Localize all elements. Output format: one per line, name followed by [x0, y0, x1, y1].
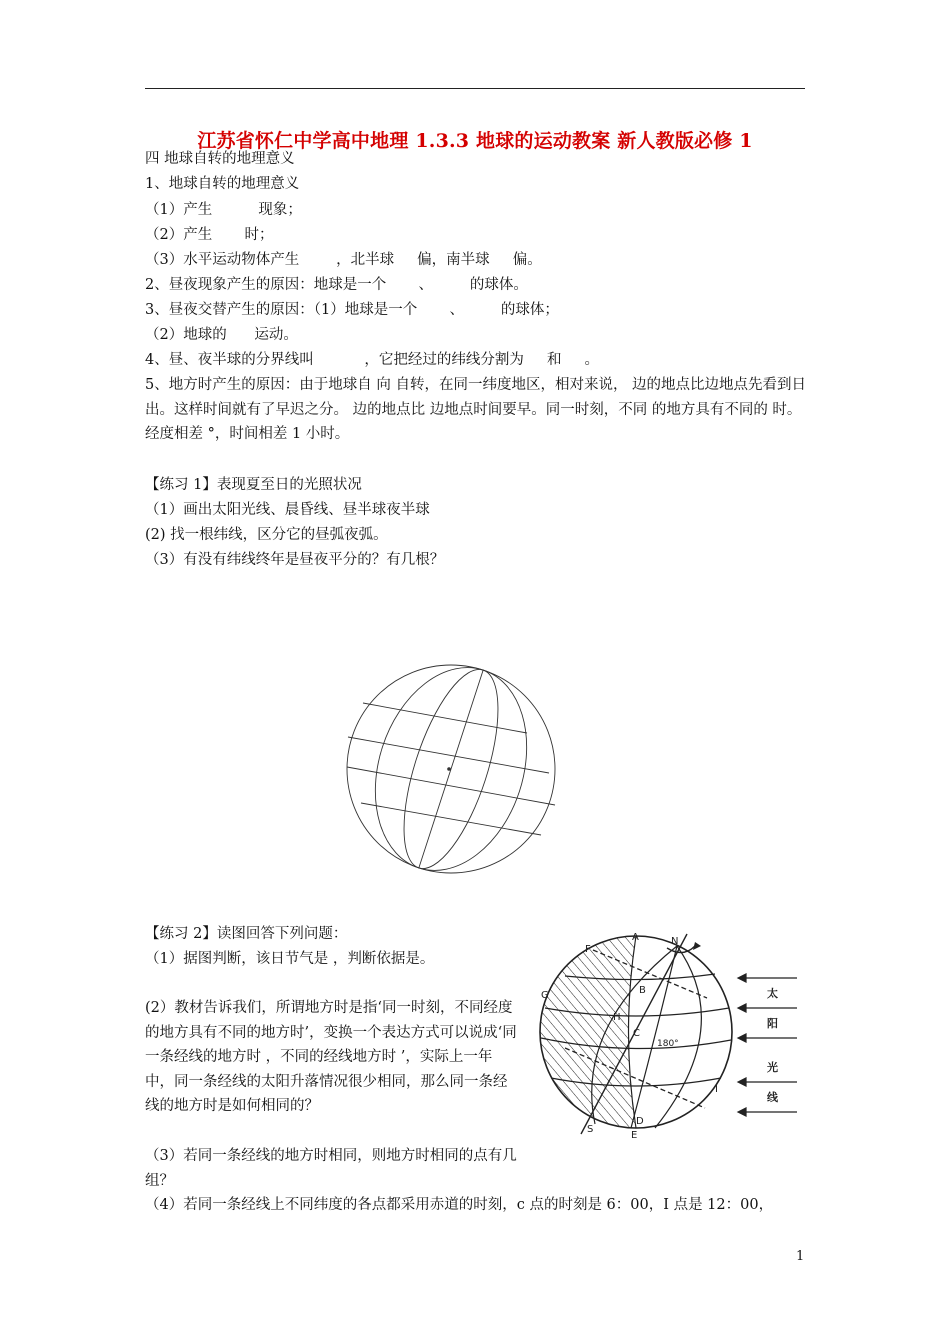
label-B: B [639, 985, 646, 996]
label-S: S [587, 1124, 594, 1135]
label-H: H [613, 1012, 621, 1023]
label-sun-4: 线 [767, 1091, 778, 1104]
text-line: （2）地球的 运动。 [145, 327, 298, 343]
label-A: A [632, 932, 639, 943]
exercise2-q2: (2）教材告诉我们，所谓地方时是指‘同一时刻，不同经度的地方具有不同的地方时’，变换一个表达方式可以说成‘同一条经线的地方时 ，不同的经线地方时 ’，实际上一年中，同一条经线的太阳升落情况很少相同，那么同一条经线的地方时是如何相同的？ [145, 1000, 517, 1114]
exercise2-title: 【练习 2】读图回答下列问题： [145, 926, 348, 942]
exercise1-item: （3）有没有纬线终年是昼夜平分的？有几根？ [145, 552, 445, 568]
exercise2-q1: （1）据图判断，该日节气是 ，判断依据是。 [145, 951, 435, 967]
label-C: C [633, 1028, 640, 1039]
label-I: I [715, 1084, 718, 1095]
document-title: 江苏省怀仁中学高中地理 1.3.3 地球的运动教案 新人教版必修 1 [197, 130, 753, 152]
label-N: N [671, 936, 679, 947]
paragraph-local-time: 5、地方时产生的原因：由于地球自 向 自转，在同一纬度地区，相对来说， 边的地点比边地点先看到日出。这样时间就有了早迟之分。 边的地点比 边地点时间要早。同一时刻，不同 的地方具有不同的 时。经度相差 °，时间相差 1 小时。 [145, 377, 807, 442]
text-line: 四 地球自转的地理意义 [145, 151, 295, 167]
label-F: F [585, 944, 591, 955]
exercise2-q3: （3）若同一条经线的地方时相同，则地方时相同的点有几组？ [145, 1148, 517, 1189]
text-line: 2、昼夜现象产生的原因：地球是一个 、 的球体。 [145, 277, 528, 293]
text-line: 1、地球自转的地理意义 [145, 176, 300, 192]
exercise1-item: (2) 找一根纬线，区分它的昼弧夜弧。 [145, 527, 388, 543]
label-180: 180° [657, 1039, 679, 1049]
text-line: （3）水平运动物体产生 ，北半球 偏，南半球 偏。 [145, 252, 542, 268]
page-number: 1 [796, 1249, 805, 1264]
label-E: E [631, 1130, 638, 1141]
exercise1-title: 【练习 1】表现夏至日的光照状况 [145, 477, 362, 493]
label-sun-3: 光 [767, 1061, 778, 1074]
exercise1-item: （1）画出太阳光线、晨昏线、昼半球夜半球 [145, 502, 430, 518]
globe-figure-2 [535, 928, 810, 1146]
text-line: （1）产生 现象； [145, 202, 302, 218]
text-line: 4、昼、夜半球的分界线叫 ，它把经过的纬线分割为 和 。 [145, 352, 600, 368]
header-rule [145, 88, 805, 89]
text-line: （2）产生 时； [145, 227, 274, 243]
label-G: G [541, 990, 549, 1001]
label-sun-1: 太 [767, 987, 778, 1000]
label-D: D [636, 1116, 644, 1127]
globe-figure-1 [335, 655, 567, 887]
text-line: 3、昼夜交替产生的原因：（1）地球是一个 、 的球体； [145, 302, 559, 318]
label-sun-2: 阳 [767, 1017, 778, 1030]
exercise2-q4: （4）若同一条经线上不同纬度的各点都采用赤道的时刻，c 点的时刻是 6：00，I 点是 12：00， [145, 1197, 774, 1213]
